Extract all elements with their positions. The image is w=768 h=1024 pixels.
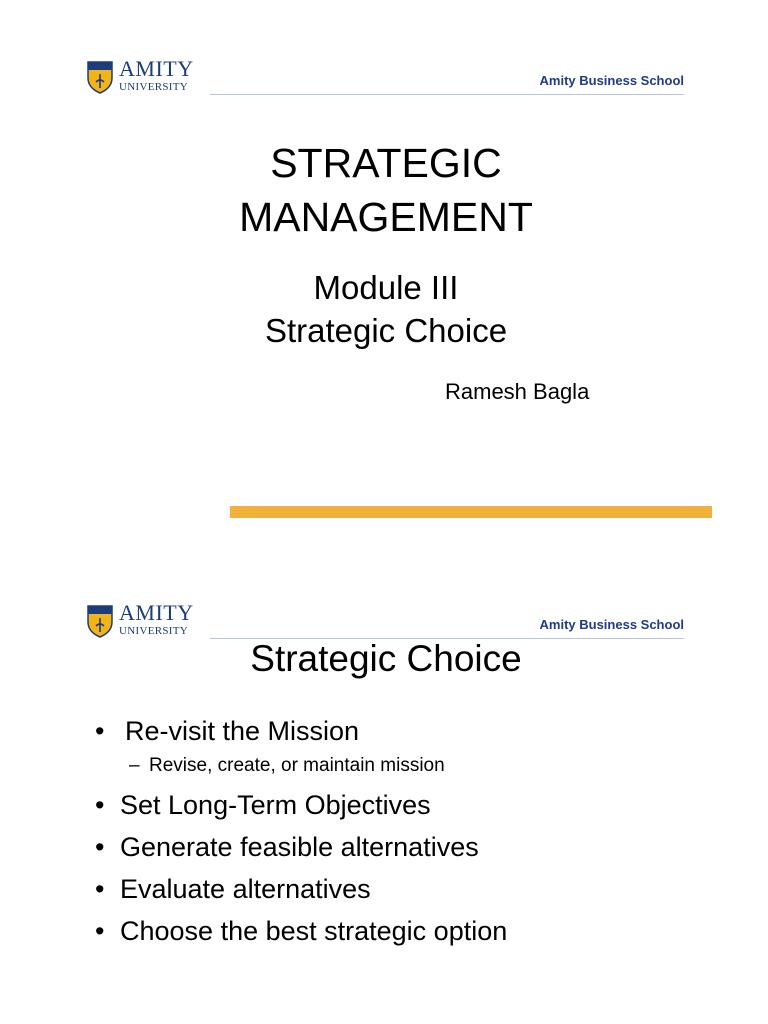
list-item-text: Set Long-Term Objectives	[120, 790, 431, 820]
author-name: Ramesh Bagla	[445, 379, 590, 404]
amity-logo	[87, 602, 202, 642]
shield-logo-icon	[87, 604, 113, 638]
dash-marker: –	[129, 755, 140, 776]
header-divider	[210, 94, 684, 95]
logo-brand-text: AMITY	[119, 600, 194, 625]
list-item-text: Choose the best strategic option	[120, 916, 508, 946]
sub-list-item-text: Revise, create, or maintain mission	[149, 755, 445, 776]
accent-bar	[230, 506, 712, 518]
sub-list-item	[129, 752, 695, 780]
bullet-marker: •	[95, 916, 105, 946]
slide-2	[60, 572, 712, 1012]
list-item	[95, 868, 695, 910]
bullet-marker: •	[95, 832, 105, 862]
subtitle-line-2: Strategic Choice	[264, 312, 508, 349]
bullet-marker: •	[95, 790, 105, 820]
slide-title: Strategic Choice	[250, 638, 522, 679]
shield-logo-icon	[87, 60, 113, 94]
school-name: Amity Business School	[539, 617, 684, 632]
school-name: Amity Business School	[539, 73, 684, 88]
slide-1	[60, 28, 712, 528]
list-item	[95, 784, 695, 826]
list-item-text: Re-visit the Mission	[125, 716, 360, 746]
slide-title	[60, 136, 712, 244]
bullet-list	[95, 710, 695, 952]
title-line-1: STRATEGIC	[270, 140, 502, 186]
bullet-marker: •	[95, 716, 105, 746]
slide-subtitle	[60, 266, 712, 352]
list-item-text: Generate feasible alternatives	[120, 832, 479, 862]
title-line-2: MANAGEMENT	[239, 194, 533, 240]
bullet-marker: •	[95, 874, 105, 904]
amity-logo	[87, 58, 202, 98]
list-item	[95, 826, 695, 868]
list-item	[95, 710, 695, 752]
logo-university-text: UNIVERSITY	[119, 81, 188, 93]
logo-brand-text: AMITY	[119, 56, 194, 81]
logo-university-text: UNIVERSITY	[119, 625, 188, 637]
list-item	[95, 910, 695, 952]
subtitle-line-1: Module III	[313, 269, 459, 306]
list-item-text: Evaluate alternatives	[120, 874, 371, 904]
